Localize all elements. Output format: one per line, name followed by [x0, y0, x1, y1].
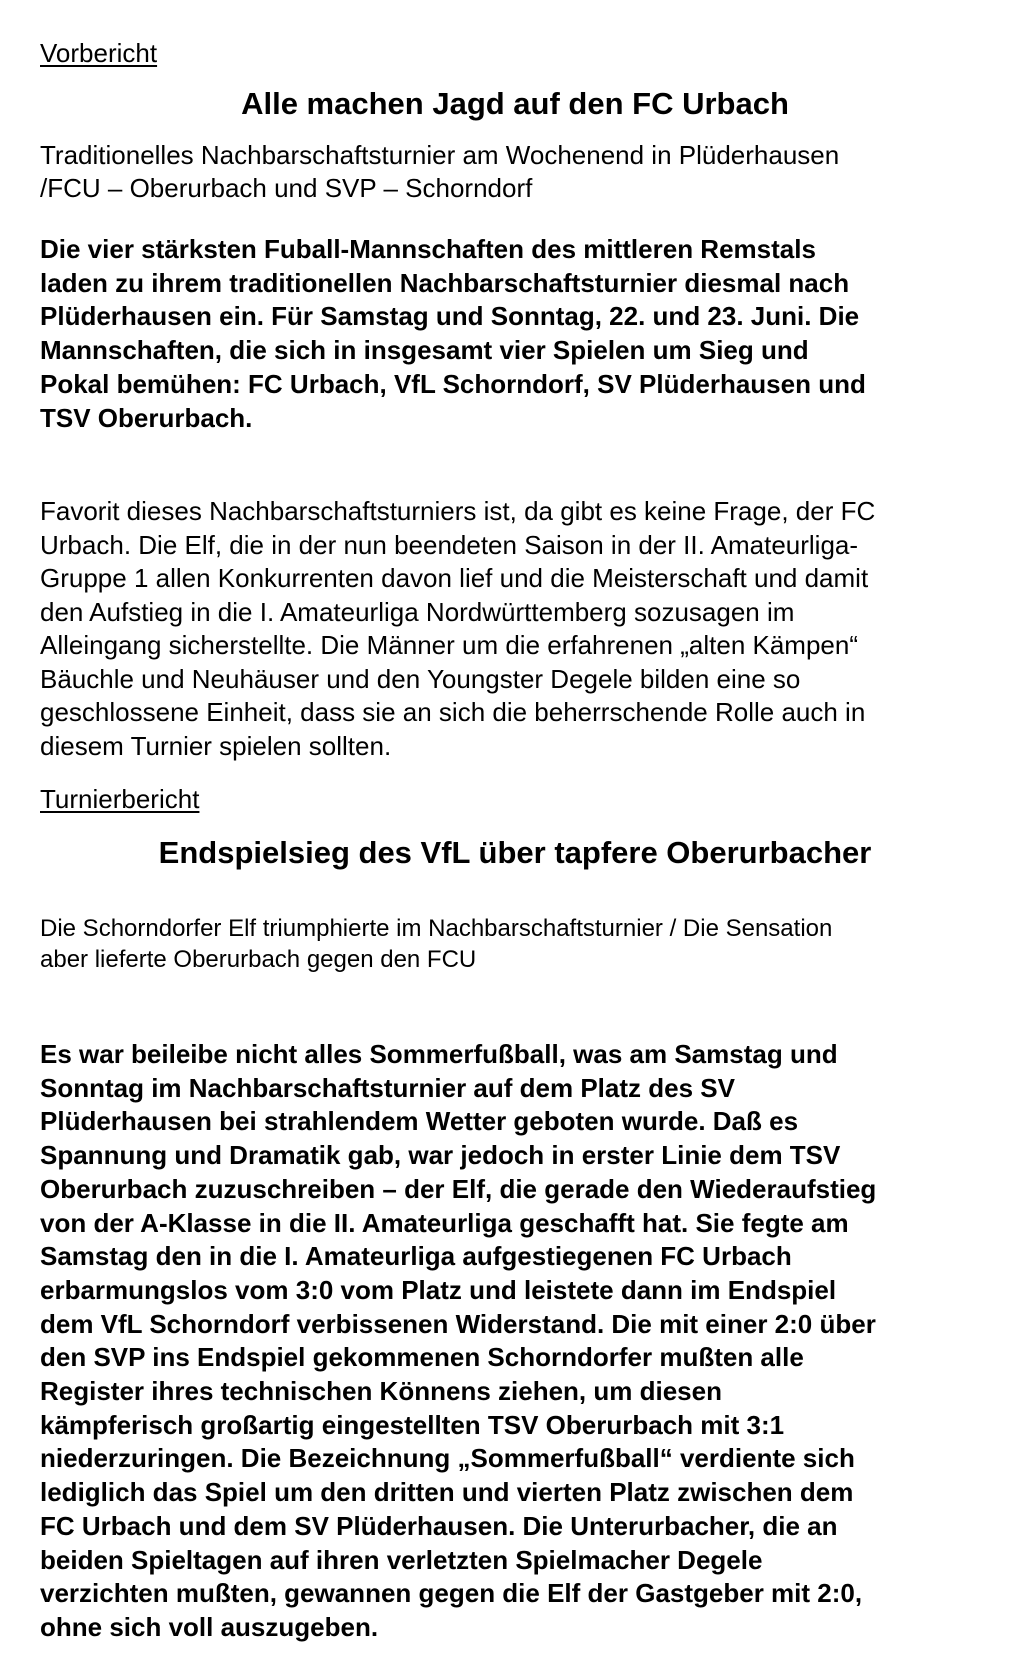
report-lead-line: niederzuringen. Die Bezeichnung „Sommerfußball“ verdiente sich	[40, 1443, 855, 1474]
preview-lead-line: Die vier stärksten Fuball-Mannschaften des mittleren Remstals	[40, 234, 816, 264]
preview-body-line: Urbach. Die Elf, die in der nun beendeten Saison in der II. Amateurliga-	[40, 529, 859, 560]
preview-subtitle-line: /FCU – Oberurbach und SVP – Schorndorf	[40, 173, 533, 203]
preview-lead-line: Plüderhausen ein. Für Samstag und Sonntag, 22. und 23. Juni. Die	[40, 301, 860, 332]
report-lead-line: von der A-Klasse in die II. Amateurliga geschafft hat. Sie fegte am	[40, 1207, 849, 1238]
report-section-label: Turnierbericht	[40, 784, 200, 814]
report-subtitle	[40, 913, 990, 975]
report-lead-line: FC Urbach und dem SV Plüderhausen. Die Unterurbacher, die an	[40, 1510, 838, 1541]
report-lead-line: Plüderhausen bei strahlendem Wetter geboten wurde. Daß es	[40, 1106, 799, 1137]
preview-headline: Alle machen Jagd auf den FC Urbach	[241, 86, 789, 121]
preview-body-line: Bäuchle und Neuhäuser und den Youngster Degele bilden eine so	[40, 663, 801, 694]
report-lead-line: erbarmungslos vom 3:0 vom Platz und leistete dann im Endspiel	[40, 1274, 837, 1305]
report-lead-line: Oberurbach zuzuschreiben – der Elf, die gerade den Wiederaufstieg	[40, 1173, 877, 1204]
preview-body-line: diesem Turnier spielen sollten.	[40, 730, 392, 761]
report-lead-line: beiden Spieltagen auf ihren verletzten Spielmacher Degele	[40, 1544, 763, 1575]
preview-body-line: geschlossene Einheit, dass sie an sich die beherrschende Rolle auch in	[40, 697, 866, 727]
preview-subtitle-line: Traditionelles Nachbarschaftsturnier am Wochenend in Plüderhausen	[40, 140, 840, 170]
preview-body-line: den Aufstieg in die I. Amateurliga Nordwürttemberg sozusagen im	[40, 596, 795, 627]
preview-lead-line: Pokal bemühen: FC Urbach, VfL Schorndorf, SV Plüderhausen und	[40, 368, 866, 399]
report-lead-line: verzichten mußten, gewannen gegen die Elf der Gastgeber mit 2:0,	[40, 1578, 863, 1609]
report-headline: Endspielsieg des VfL über tapfere Oberurbacher	[158, 835, 872, 870]
preview-body-line: Favorit dieses Nachbarschaftsturniers ist, da gibt es keine Frage, der FC	[40, 496, 876, 526]
preview-body-paragraph	[40, 495, 990, 763]
preview-subtitle	[40, 139, 990, 205]
preview-body-line: Gruppe 1 allen Konkurrenten davon lief und die Meisterschaft und damit	[40, 563, 869, 593]
report-lead-line: Es war beileibe nicht alles Sommerfußball, was am Samstag und	[40, 1039, 838, 1069]
report-subtitle-line: aber lieferte Oberurbach gegen den FCU	[40, 946, 477, 973]
report-lead-line: Spannung und Dramatik gab, war jedoch in erster Linie dem TSV	[40, 1140, 841, 1171]
report-lead-line: lediglich das Spiel um den dritten und vierten Platz zwischen dem	[40, 1477, 854, 1508]
report-lead-paragraph	[40, 1038, 990, 1645]
preview-lead-line: TSV Oberurbach.	[40, 402, 253, 433]
report-lead-line: dem VfL Schorndorf verbissenen Widerstand. Die mit einer 2:0 über	[40, 1308, 876, 1339]
preview-lead-paragraph	[40, 233, 990, 435]
preview-lead-line: laden zu ihrem traditionellen Nachbarschaftsturnier diesmal nach	[40, 267, 850, 298]
report-lead-line: Sonntag im Nachbarschaftsturnier auf dem Platz des SV	[40, 1072, 735, 1103]
report-subtitle-line: Die Schorndorfer Elf triumphierte im Nachbarschaftsturnier / Die Sensation	[40, 915, 833, 942]
preview-body-line: Alleingang sicherstellte. Die Männer um die erfahrenen „alten Kämpen“	[40, 630, 858, 660]
report-lead-line: ohne sich voll auszugeben.	[40, 1611, 379, 1642]
report-lead-line: kämpferisch großartig eingestellten TSV Oberurbach mit 3:1	[40, 1409, 785, 1440]
report-lead-line: den SVP ins Endspiel gekommenen Schorndorfer mußten alle	[40, 1342, 804, 1373]
preview-lead-line: Mannschaften, die sich in insgesamt vier Spielen um Sieg und	[40, 335, 809, 366]
preview-section-label: Vorbericht	[40, 38, 158, 68]
report-lead-line: Samstag den in die I. Amateurliga aufgestiegenen FC Urbach	[40, 1241, 792, 1272]
report-lead-line: Register ihres technischen Könnens ziehen, um diesen	[40, 1376, 722, 1407]
